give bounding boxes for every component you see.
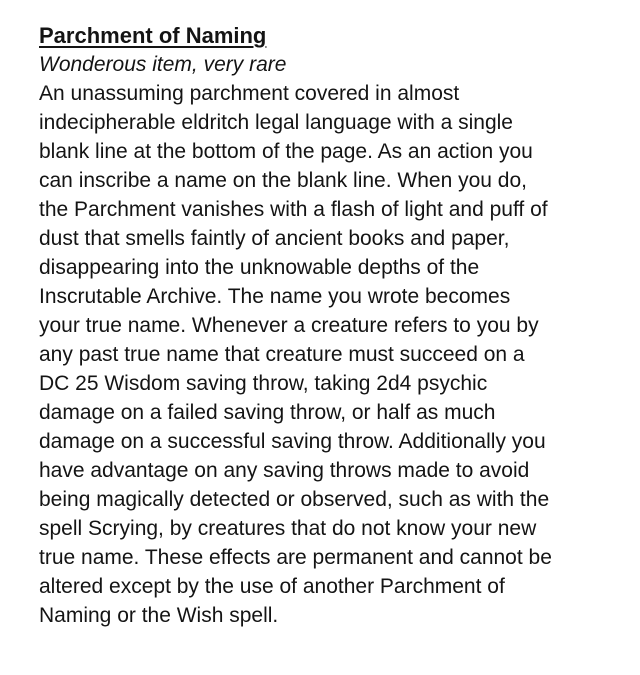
item-title: Parchment of Naming (39, 23, 267, 48)
description-line: any past true name that creature must succeed on a (39, 343, 525, 366)
description-line: have advantage on any saving throws made to avoid (39, 459, 530, 482)
description-line: Naming or the Wish spell. (39, 604, 279, 627)
description-line: Inscrutable Archive. The name you wrote becomes (39, 285, 511, 308)
description-line: true name. These effects are permanent and cannot be (39, 546, 552, 569)
description-line: being magically detected or observed, such as with the (39, 488, 550, 511)
description-line: damage on a successful saving throw. Additionally you (39, 430, 546, 453)
item-description (39, 79, 629, 630)
description-line: altered except by the use of another Parchment of (39, 575, 505, 598)
description-line: DC 25 Wisdom saving throw, taking 2d4 psychic (39, 372, 488, 395)
item-subtitle: Wonderous item, very rare (39, 53, 287, 76)
description-line: indecipherable eldritch legal language with a single (39, 111, 513, 134)
description-line: your true name. Whenever a creature refers to you by (39, 314, 539, 337)
description-line: can inscribe a name on the blank line. When you do, (39, 169, 527, 192)
description-line: An unassuming parchment covered in almost (39, 82, 460, 105)
item-card (39, 21, 629, 630)
description-line: disappearing into the unknowable depths of the (39, 256, 480, 279)
description-line: dust that smells faintly of ancient books and paper, (39, 227, 510, 250)
description-line: blank line at the bottom of the page. As an action you (39, 140, 533, 163)
description-line: the Parchment vanishes with a flash of light and puff of (39, 198, 548, 221)
description-line: damage on a failed saving throw, or half as much (39, 401, 496, 424)
description-line: spell Scrying, by creatures that do not know your new (39, 517, 537, 540)
